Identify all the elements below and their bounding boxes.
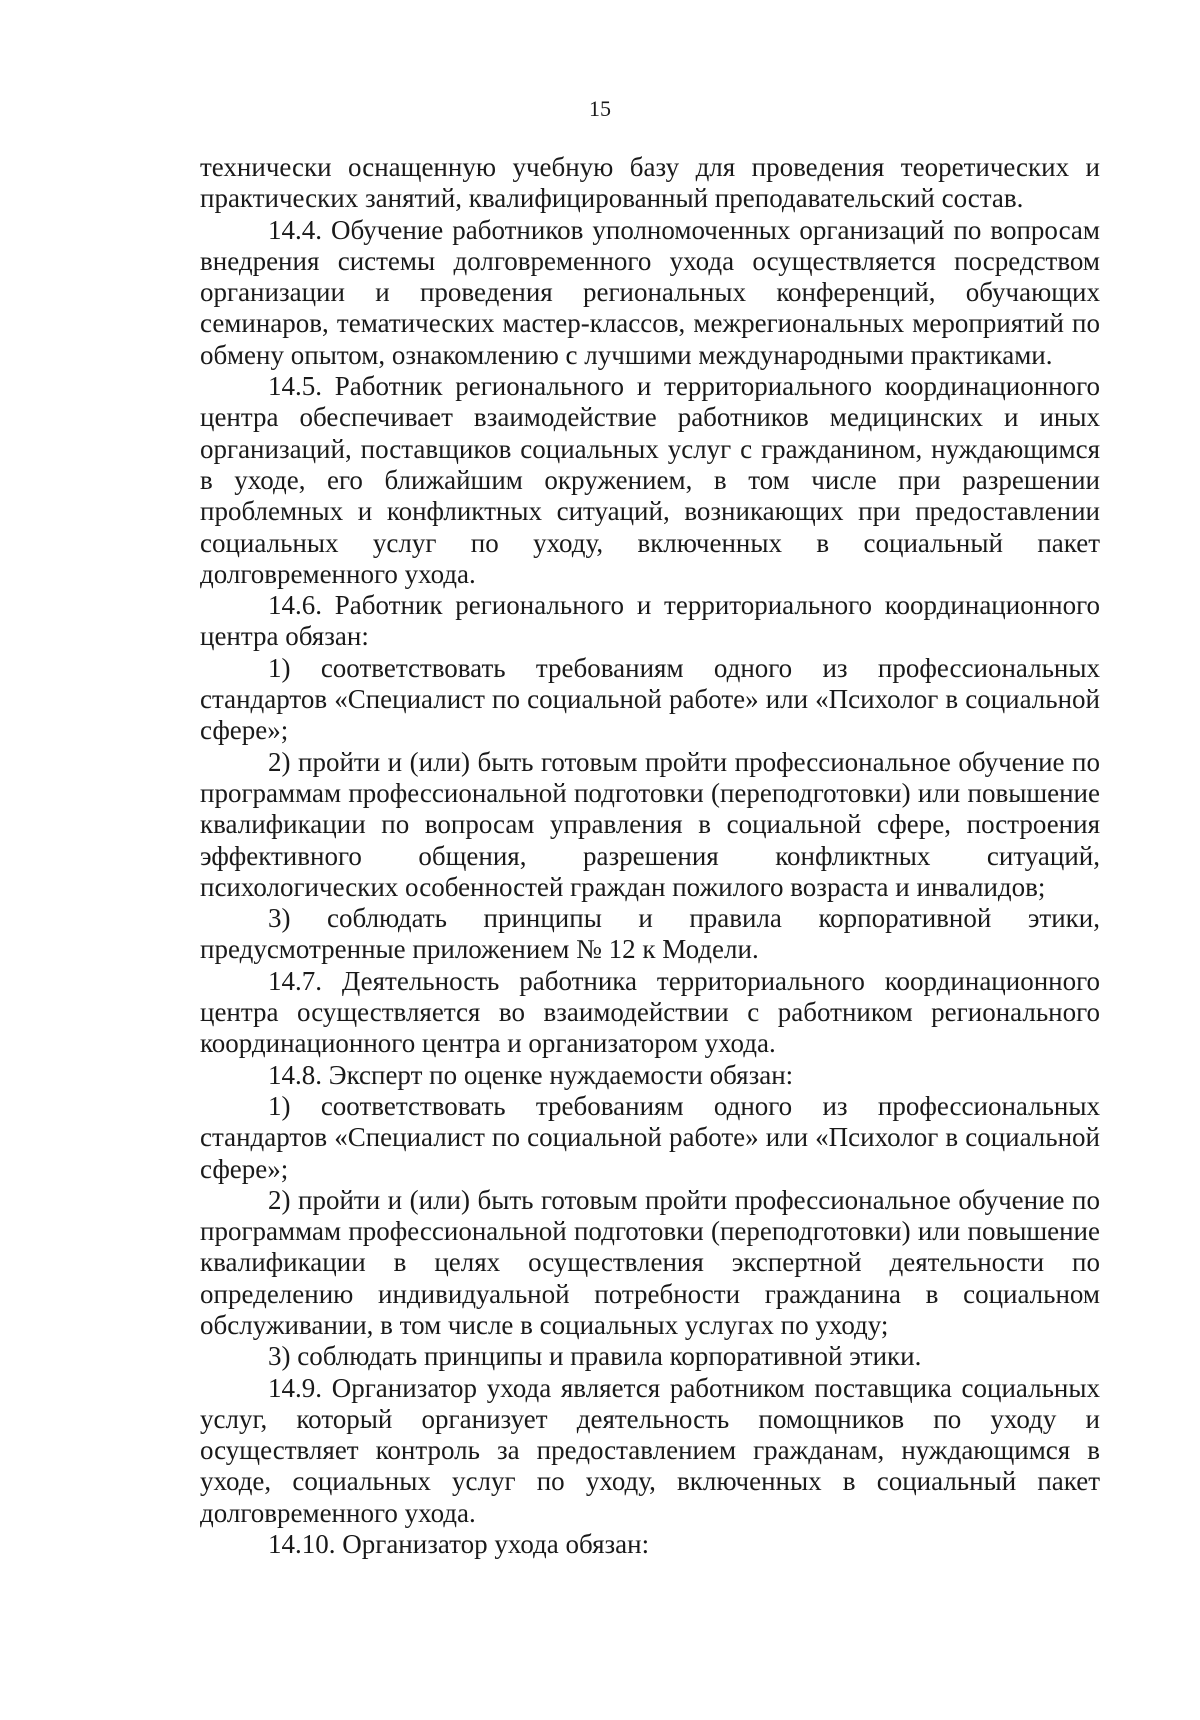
- paragraph-14-7: 14.7. Деятельность работника территориального координационного центра осуществляется во взаимодействии с работником регионального координационного центра и организатором ухода.: [200, 965, 1100, 1059]
- list-item-14-6-1: 1) соответствовать требованиям одного из профессиональных стандартов «Специалист по социальной работе» или «Психолог в социальной сфере»;: [200, 652, 1100, 746]
- paragraph-14-9: 14.9. Организатор ухода является работником поставщика социальных услуг, который организует деятельность помощников по уходу и осуществляет контроль за предоставлением гражданам, нуждающимся в уходе, социальных услуг по уходу, включенных в социальный пакет долговременного ухода.: [200, 1372, 1100, 1528]
- paragraph-14-10: 14.10. Организатор ухода обязан:: [268, 1529, 650, 1560]
- document-body: [200, 152, 1100, 1560]
- list-item-14-6-2: 2) пройти и (или) быть готовым пройти профессиональное обучение по программам профессиональной подготовки (переподготовки) или повышение квалификации по вопросам управления в социальной сфере, построения эффективного общения, разрешения конфликтных ситуаций, психологических особенностей граждан пожилого возраста и инвалидов;: [200, 746, 1100, 902]
- paragraph-14-6: 14.6. Работник регионального и территориального координационного центра обязан:: [200, 590, 1100, 652]
- list-item-14-8-2: 2) пройти и (или) быть готовым пройти профессиональное обучение по программам профессиональной подготовки (переподготовки) или повышение квалификации в целях осуществления экспертной деятельности по определению индивидуальной потребности гражданина в социальном обслуживании, в том числе в социальных услугах по уходу;: [200, 1184, 1100, 1340]
- list-item-14-8-1: 1) соответствовать требованиям одного из профессиональных стандартов «Специалист по социальной работе» или «Психолог в социальной сфере»;: [200, 1090, 1100, 1184]
- paragraph-continuation: технически оснащенную учебную базу для проведения теоретических и практических занятий, квалифицированный преподавательский состав.: [200, 152, 1100, 214]
- list-item-14-8-3: 3) соблюдать принципы и правила корпоративной этики.: [268, 1341, 922, 1372]
- paragraph-14-8: 14.8. Эксперт по оценке нуждаемости обязан:: [268, 1059, 794, 1090]
- paragraph-14-4: 14.4. Обучение работников уполномоченных организаций по вопросам внедрения системы долговременного ухода осуществляется посредством организации и проведения региональных конференций, обучающих семинаров, тематических мастер-классов, межрегиональных мероприятий по обмену опытом, ознакомлению с лучшими международными практиками.: [200, 214, 1100, 370]
- paragraph-14-5: 14.5. Работник регионального и территориального координационного центра обеспечивает взаимодействие работников медицинских и иных организаций, поставщиков социальных услуг с гражданином, нуждающимся в уходе, его ближайшим окружением, в том числе при разрешении проблемных и конфликтных ситуаций, возникающих при предоставлении социальных услуг по уходу, включенных в социальный пакет долговременного ухода.: [200, 371, 1100, 589]
- list-item-14-6-3: 3) соблюдать принципы и правила корпоративной этики, предусмотренные приложением № 12 к Модели.: [200, 903, 1100, 965]
- page-number: 15: [589, 96, 611, 121]
